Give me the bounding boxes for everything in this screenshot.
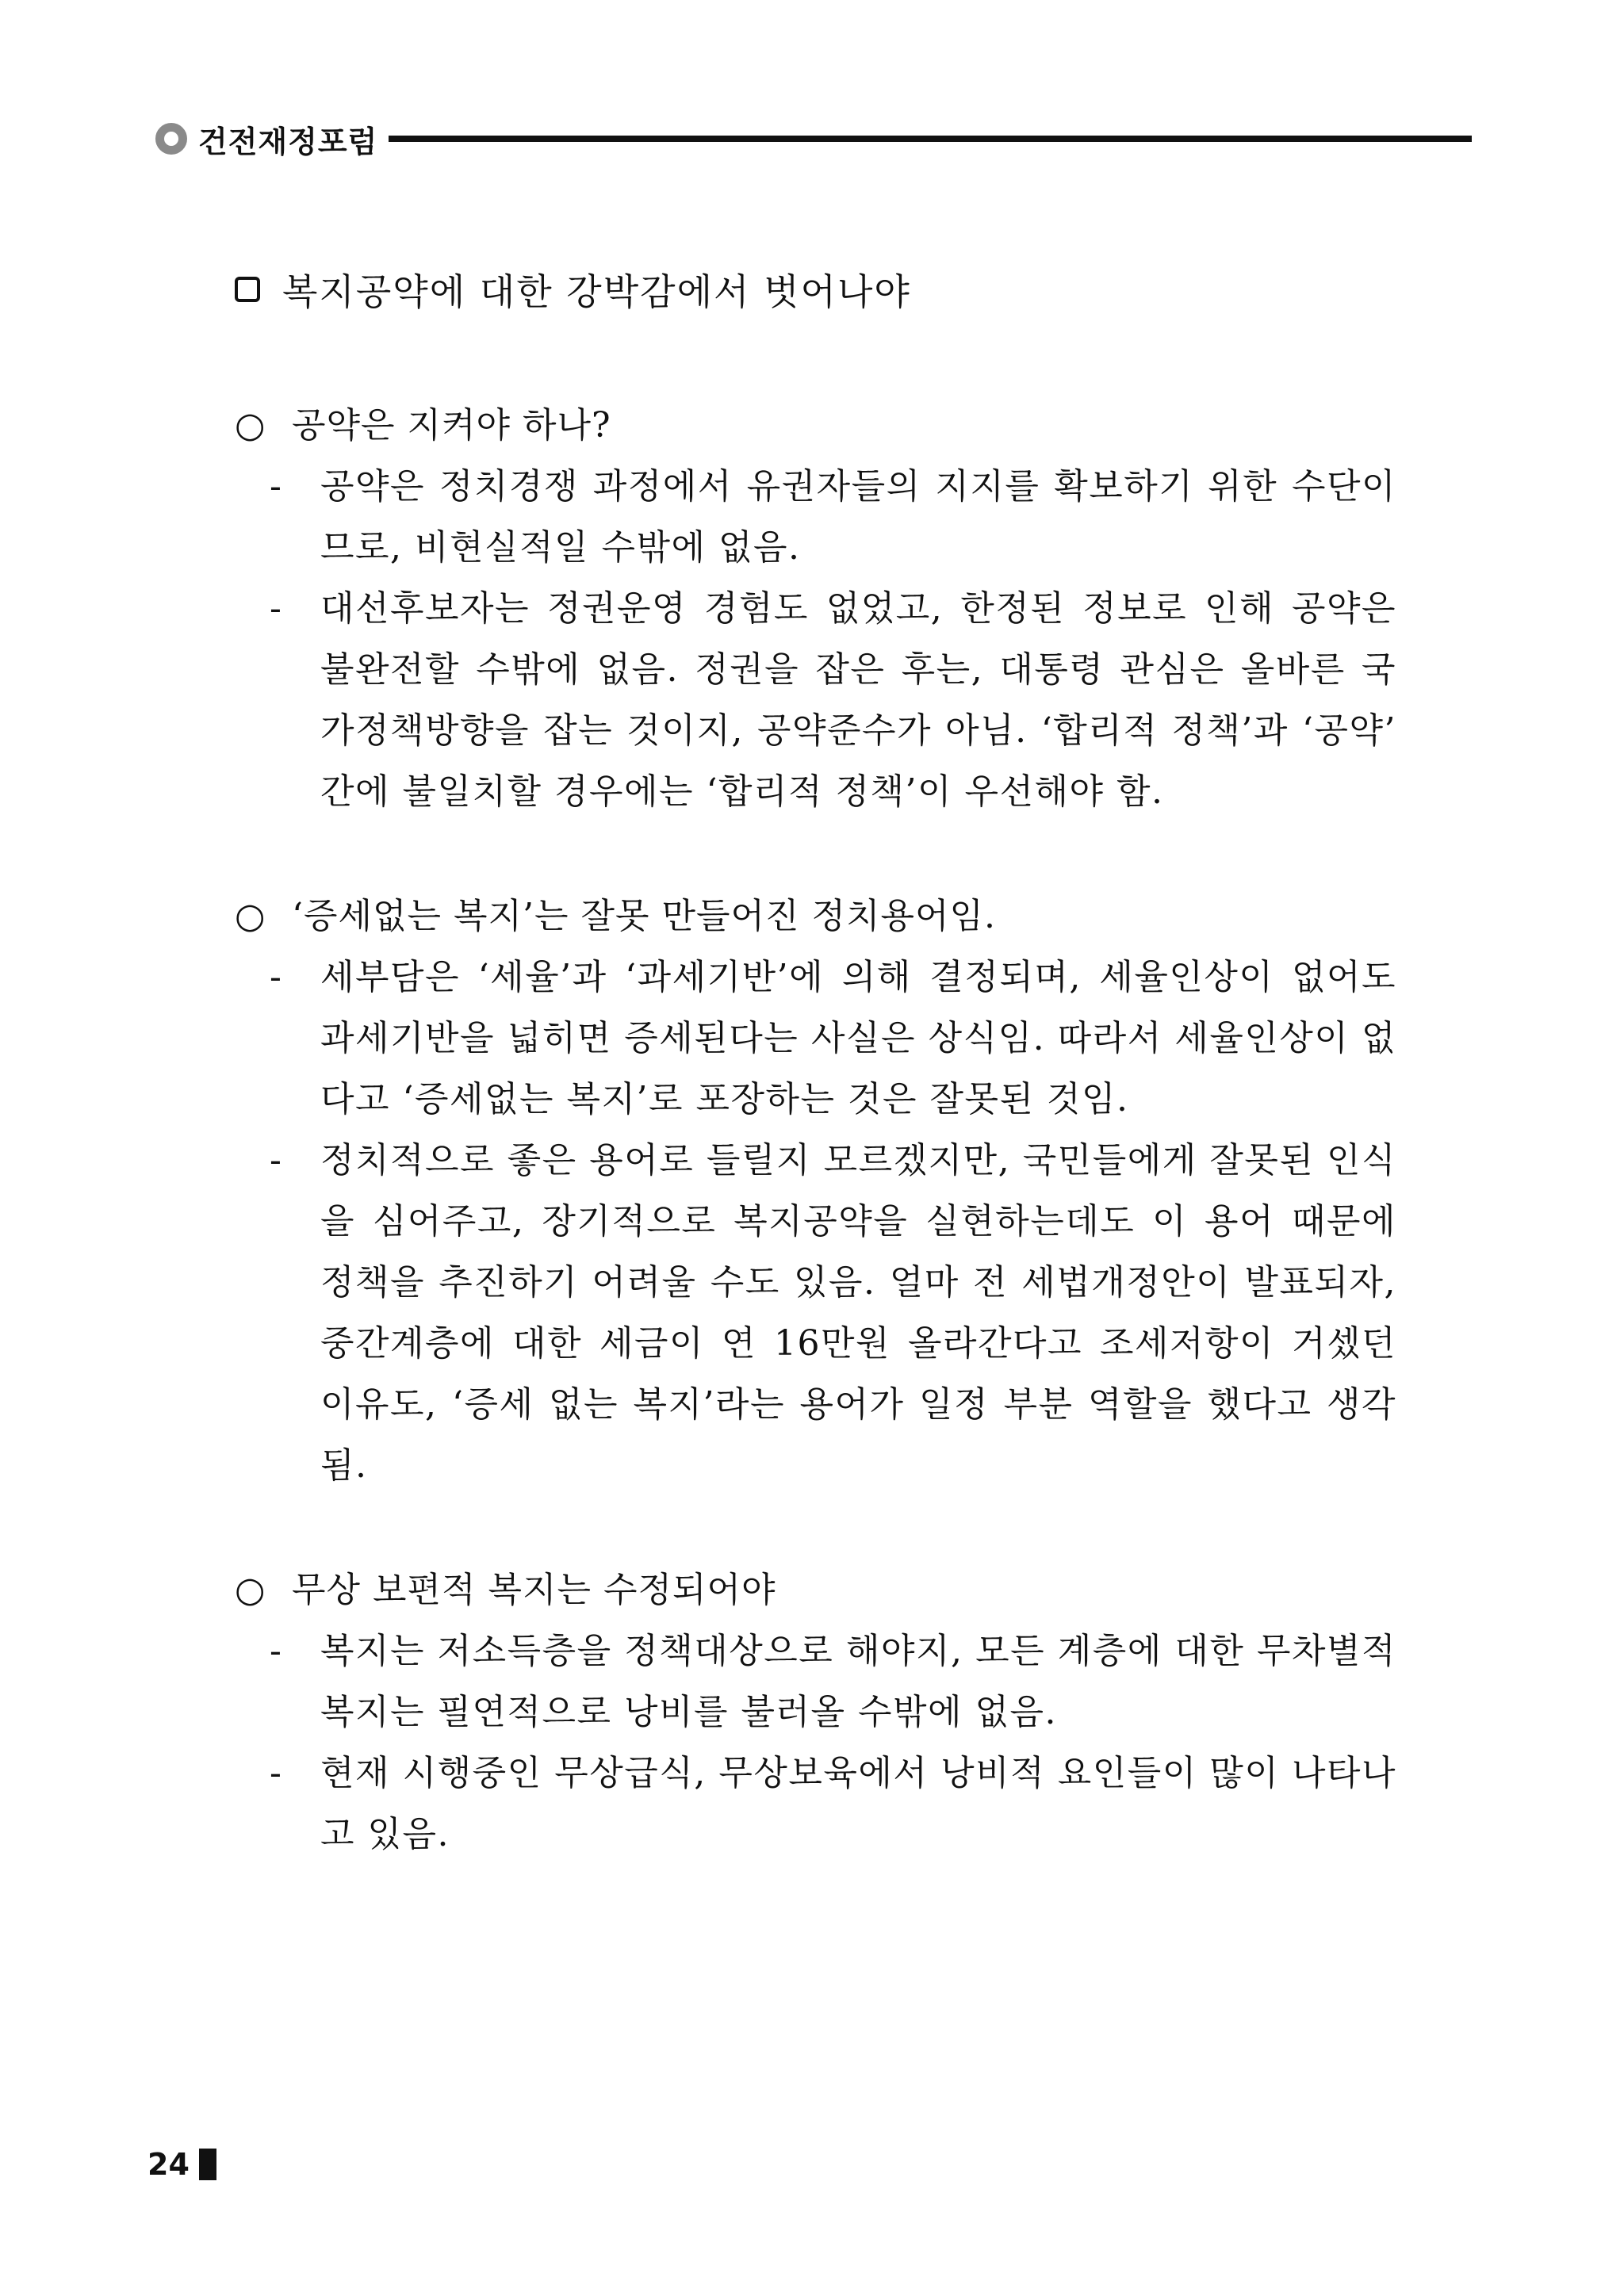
header-ring-icon xyxy=(155,123,187,155)
content-block xyxy=(235,1559,1396,1865)
circle-bullet-item xyxy=(235,1559,1396,1621)
circle-bullet-item xyxy=(235,395,1396,456)
page-number xyxy=(147,2147,216,2182)
content-block xyxy=(235,395,1396,822)
content-block xyxy=(235,886,1396,1496)
section-title-text: 복지공약에 대한 강박감에서 벗어나야 xyxy=(282,270,911,313)
dash-item xyxy=(235,578,1396,822)
dash-marker: - xyxy=(270,466,283,507)
dash-item-text: 정치적으로 좋은 용어로 들릴지 모르겠지만, 국민들에게 잘못된 인식을 심어주고, 장기적으로 복지공약을 실현하는데도 이 용어 때문에 정책을 추진하기 어려울 수도 있음. 얼마 전 세법개정안이 발표되자, 중간계층에 대한 세금이 연 16만원 올라간다고 조세저항이 거셌던 이유도, ‘증세 없는 복지’라는 용어가 일정 부분 역할을 했다고 생각됨. xyxy=(320,1140,1397,1486)
dash-item xyxy=(235,1743,1396,1865)
dash-marker: - xyxy=(270,957,283,997)
dash-item xyxy=(235,947,1396,1130)
dash-item-text: 현재 시행중인 무상급식, 무상보육에서 낭비적 요인들이 많이 나타나고 있음. xyxy=(320,1753,1396,1854)
dash-marker: - xyxy=(270,1753,283,1793)
dash-item-text: 복지는 저소득층을 정책대상으로 해야지, 모든 계층에 대한 무차별적 복지는 필연적으로 낭비를 불러올 수밖에 없음. xyxy=(320,1631,1396,1732)
dash-item xyxy=(235,1621,1396,1743)
dash-item-text: 세부담은 ‘세율’과 ‘과세기반’에 의해 결정되며, 세율인상이 없어도 과세기반을 넓히면 증세된다는 사실은 상식임. 따라서 세율인상이 없다고 ‘증세없는 복지’로 포장하는 것은 잘못된 것임. xyxy=(320,957,1396,1119)
dash-item-text: 대선후보자는 정권운영 경험도 없었고, 한정된 정보로 인해 공약은 불완전할 수밖에 없음. 정권을 잡은 후는, 대통령 관심은 올바른 국가정책방향을 잡는 것이지, 공약준수가 아님. ‘합리적 정책’과 ‘공약’ 간에 불일치할 경우에는 ‘합리적 정책’이 우선해야 함. xyxy=(320,588,1396,812)
header-rule xyxy=(389,136,1472,142)
circle-bullet-icon: ○ xyxy=(235,1570,266,1610)
section-heading xyxy=(235,262,1396,317)
page-header xyxy=(155,111,1472,166)
dash-item xyxy=(235,1130,1396,1496)
circle-bullet-icon: ○ xyxy=(235,405,266,446)
dash-marker: - xyxy=(270,1631,283,1671)
document-body xyxy=(235,262,1396,1928)
page-marker-bar xyxy=(199,2149,216,2180)
bullet-heading: ‘증세없는 복지’는 잘못 만들어진 정치용어임. xyxy=(292,896,996,936)
dash-item-text: 공약은 정치경쟁 과정에서 유권자들의 지지를 확보하기 위한 수단이므로, 비현실적일 수밖에 없음. xyxy=(320,466,1396,568)
circle-bullet-icon: ○ xyxy=(235,896,266,936)
bullet-heading: 무상 보편적 복지는 수정되어야 xyxy=(292,1570,776,1610)
square-bullet-icon xyxy=(235,277,260,302)
dash-marker: - xyxy=(270,1140,283,1181)
dash-item xyxy=(235,456,1396,578)
bullet-heading: 공약은 지켜야 하나? xyxy=(292,405,611,446)
circle-bullet-item xyxy=(235,886,1396,947)
dash-marker: - xyxy=(270,588,283,629)
header-title: 건전재정포럼 xyxy=(198,124,378,159)
page-number-text: 24 xyxy=(147,2147,190,2182)
